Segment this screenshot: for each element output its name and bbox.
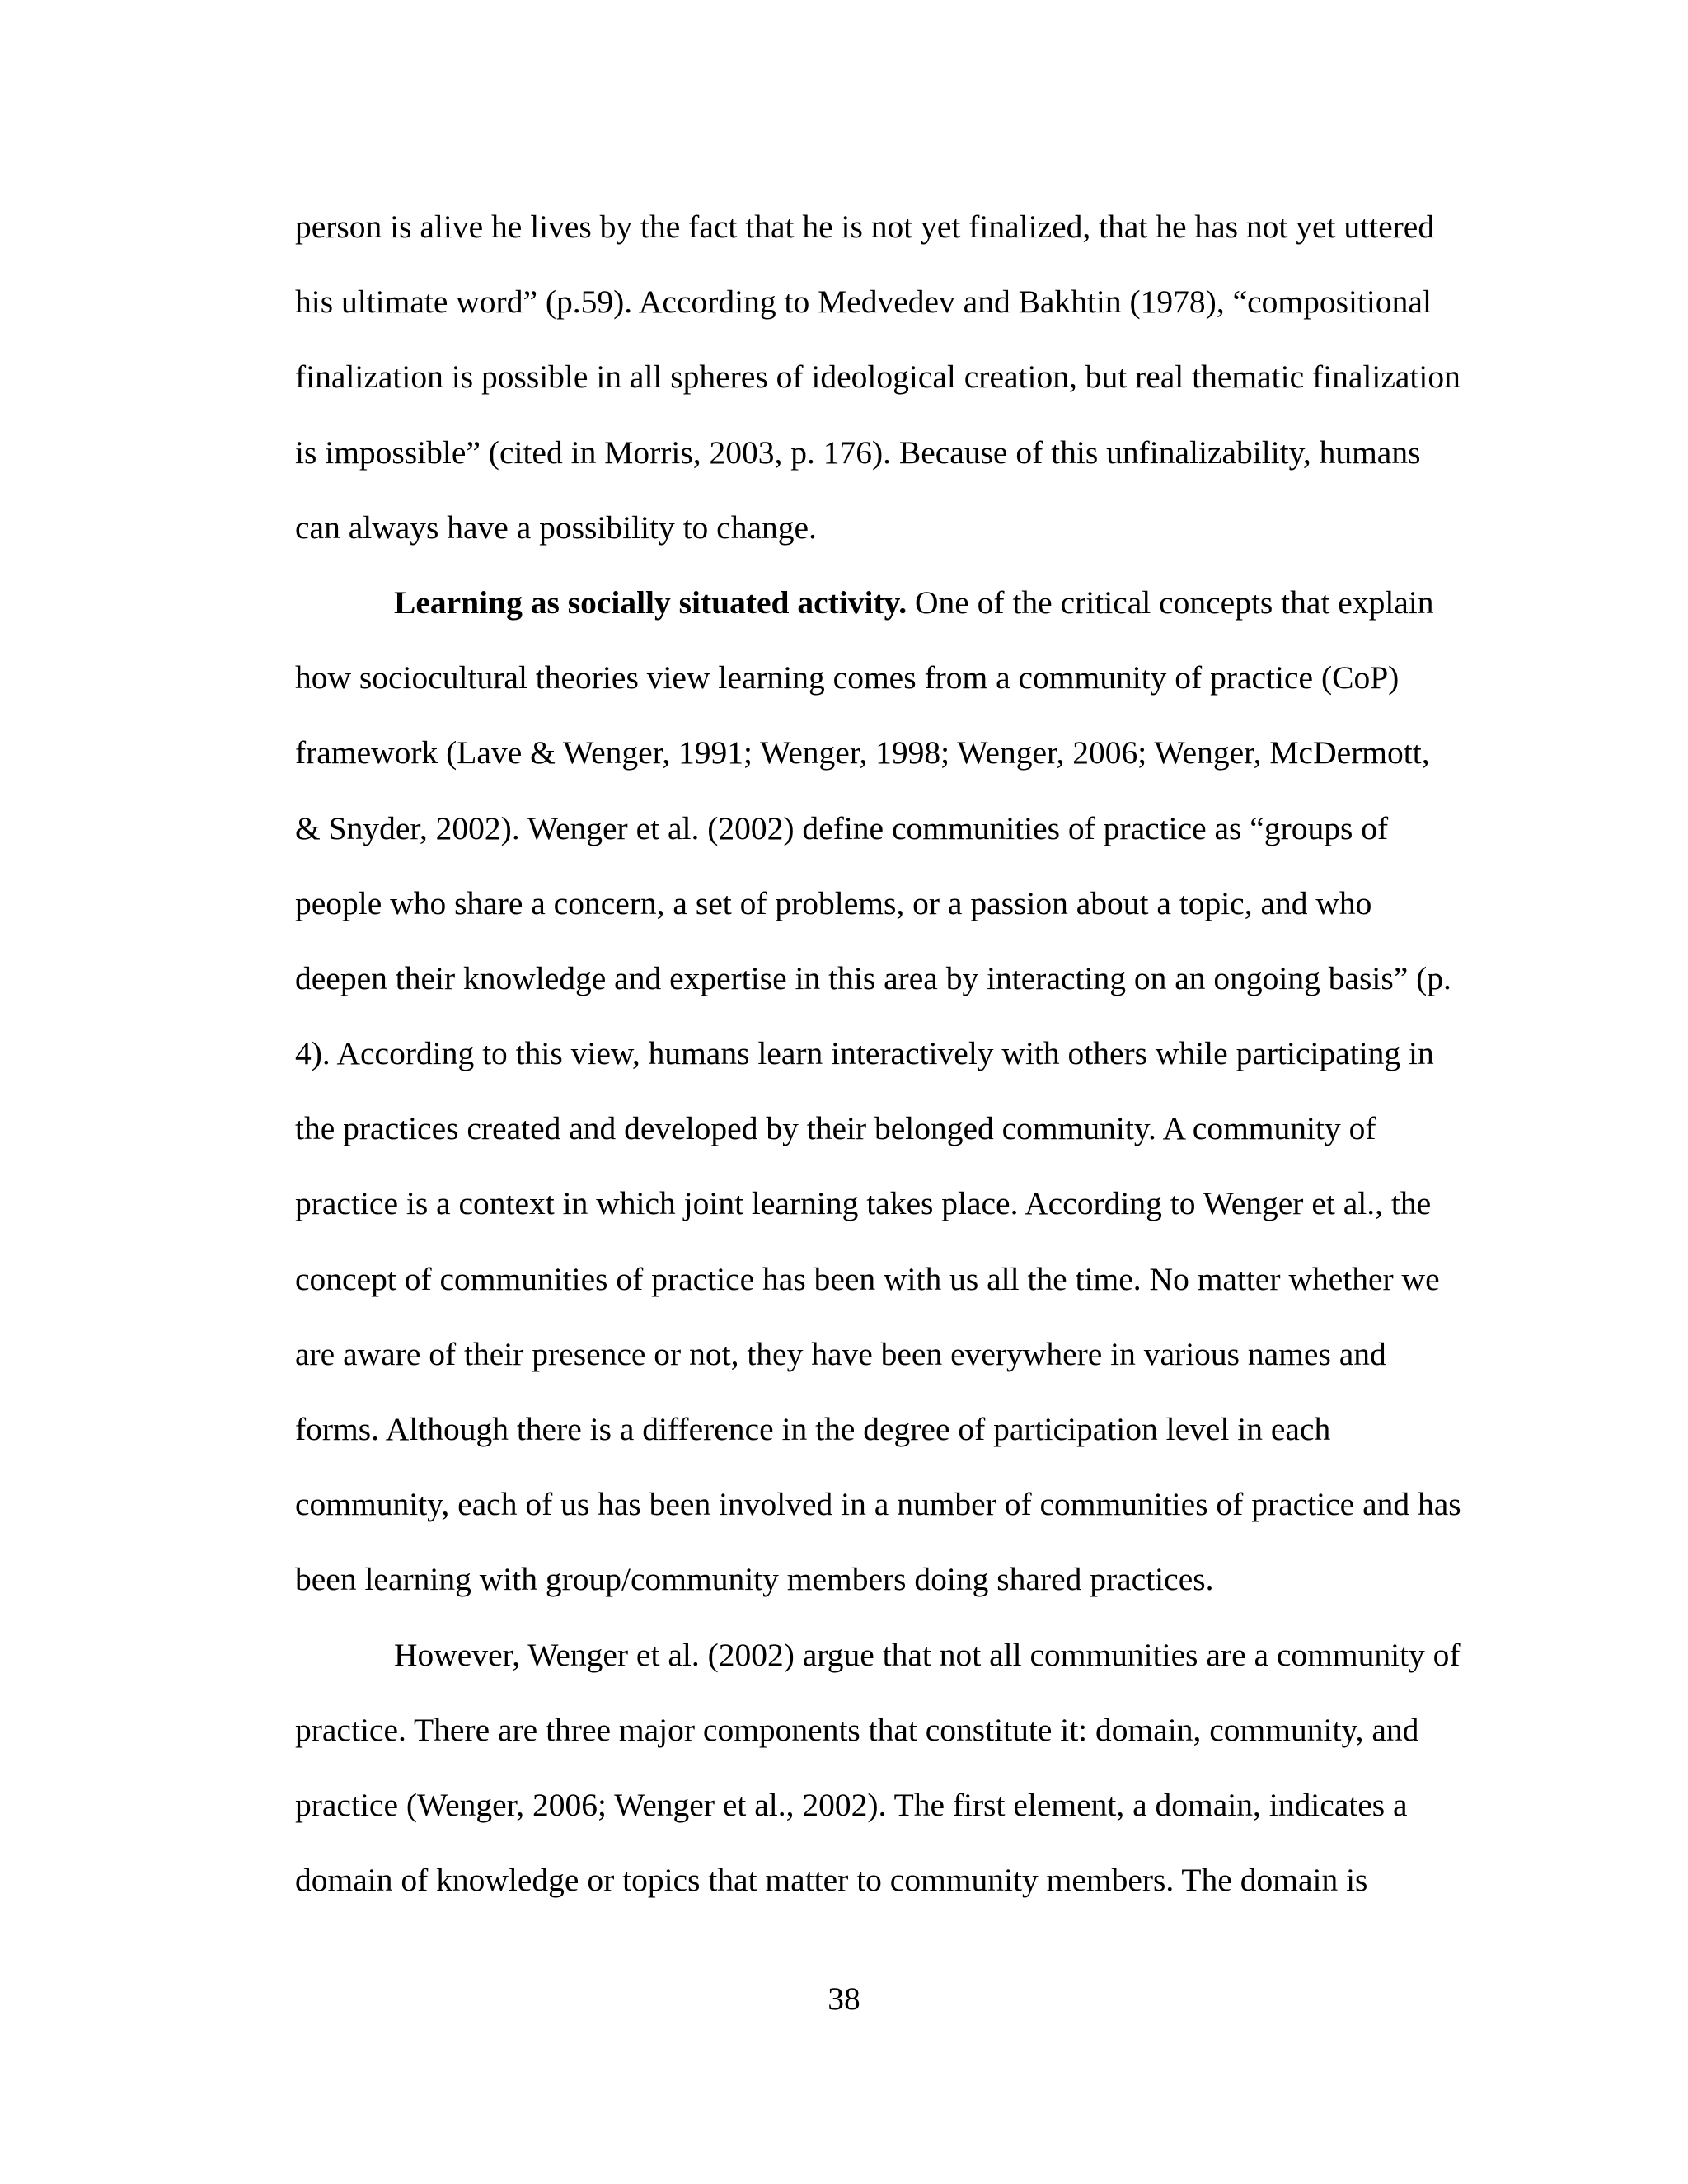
text-line: concept of communities of practice has been with us all the time. No matter whether we [295,1260,1440,1297]
page-number: 38 [828,1980,860,2017]
text-line: person is alive he lives by the fact that he is not yet finalized, that he has not yet uttered [295,209,1435,245]
text-line: can always have a possibility to change. [295,509,817,546]
text-line: are aware of their presence or not, they have been everywhere in various names and [295,1335,1386,1372]
text-line: practice (Wenger, 2006; Wenger et al., 2002). The first element, a domain, indicates a [295,1786,1408,1823]
text-line: how sociocultural theories view learning comes from a community of practice (CoP) [295,659,1400,696]
text-line: people who share a concern, a set of problems, or a passion about a topic, and who [295,884,1372,921]
text-line: 4). According to this view, humans learn interactively with others while participating in [295,1035,1434,1072]
text-line: finalization is possible in all spheres of ideological creation, but real thematic finalization [295,359,1461,396]
text-line: been learning with group/community members doing shared practices. [295,1561,1214,1598]
body-text [295,190,1482,1918]
text-line: is impossible” (cited in Morris, 2003, p. 176). Because of this unfinalizability, humans [295,434,1421,471]
text-line: community, each of us has been involved in a number of communities of practice and has [295,1486,1461,1523]
text-line: deepen their knowledge and expertise in this area by interacting on an ongoing basis” (p. [295,959,1451,996]
section-heading: Learning as socially situated activity. [394,583,907,621]
paragraph-heading-line [295,565,1482,640]
text-line: practice. There are three major components that constitute it: domain, community, and [295,1711,1419,1748]
text-line: the practices created and developed by their belonged community. A community of [295,1110,1376,1147]
text-line: & Snyder, 2002). Wenger et al. (2002) define communities of practice as “groups of [295,809,1389,846]
text-line: framework (Lave & Wenger, 1991; Wenger, 1998; Wenger, 2006; Wenger, McDermott, [295,734,1430,771]
paragraph-first-line: However, Wenger et al. (2002) argue that not all communities are a community of [394,1636,1461,1673]
text-line: forms. Although there is a difference in the degree of participation level in each [295,1411,1331,1447]
text-line: domain of knowledge or topics that matter to community members. The domain is [295,1862,1368,1899]
heading-continuation: One of the critical concepts that explain [907,583,1434,621]
text-line: practice is a context in which joint learning takes place. According to Wenger et al., the [295,1185,1432,1222]
text-line: his ultimate word” (p.59). According to Medvedev and Bakhtin (1978), “compositional [295,284,1432,321]
